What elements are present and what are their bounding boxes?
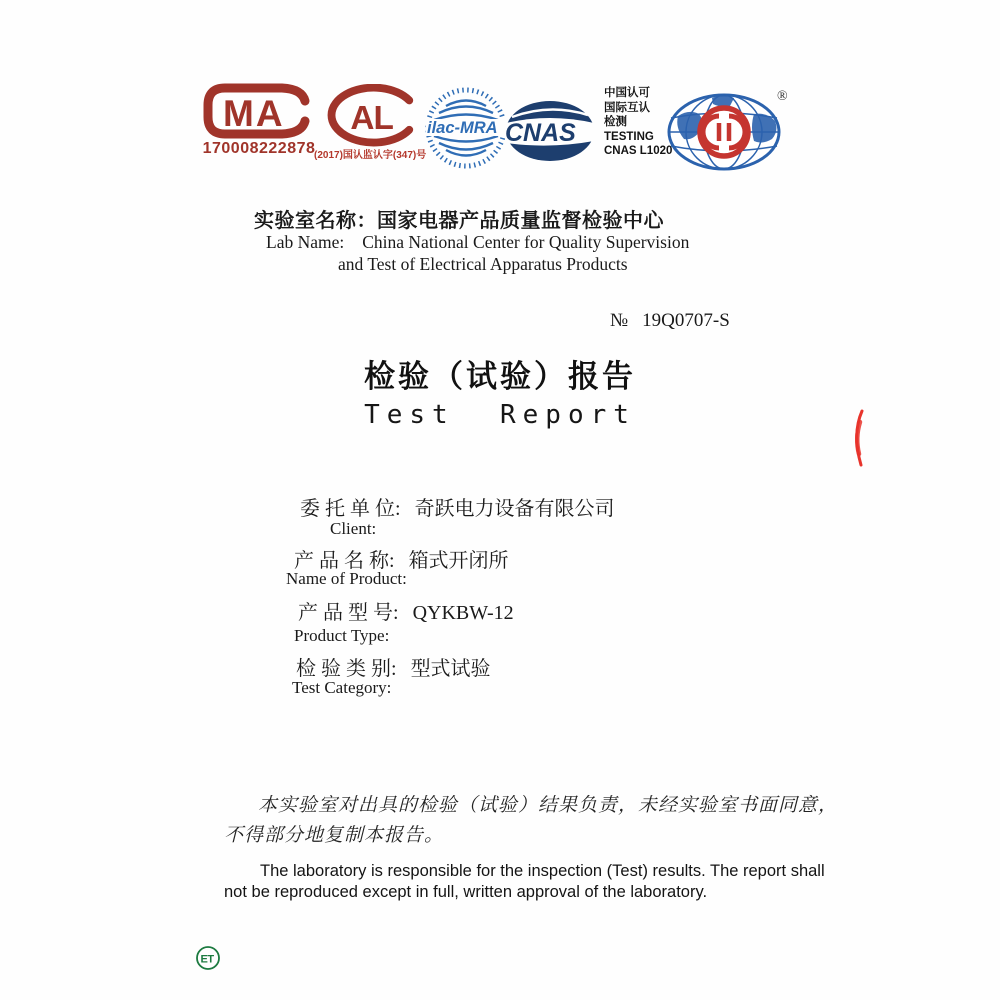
registered-trademark-icon: ® bbox=[777, 89, 788, 104]
field-product-type-value: QYKBW-12 bbox=[412, 602, 514, 624]
field-test-category-value: 型式试验 bbox=[410, 658, 491, 680]
lab-name-en bbox=[266, 232, 689, 253]
cal-caption: (2017)国认监认字(347)号 bbox=[314, 150, 427, 161]
acc-line-3: 检测 bbox=[604, 116, 627, 129]
field-test-category-label-cn: 检 验 类 别: bbox=[296, 658, 397, 680]
field-product-name-label-en: Name of Product: bbox=[286, 569, 407, 588]
cnas-label: CNAS bbox=[505, 119, 576, 147]
lab-name-cn: 实验室名称：国家电器产品质量监督检验中心 bbox=[254, 210, 664, 232]
field-client-label-en: Client: bbox=[330, 519, 377, 538]
acc-line-2: 国际互认 bbox=[604, 101, 650, 114]
et-label: ET bbox=[200, 953, 214, 966]
cnas-logo-icon bbox=[504, 99, 596, 168]
statement-en-line2: not be reproduced except in full, written approval of the laboratory. bbox=[224, 883, 708, 901]
field-product-type-label-en: Product Type: bbox=[294, 626, 390, 645]
statement-cn-line1: 本实验室对出具的检验（试验）结果负责，未经实验室书面同意， bbox=[258, 795, 839, 816]
field-client-label-cn: 委 托 单 位: bbox=[300, 498, 401, 520]
cma-logo-icon bbox=[198, 80, 316, 147]
red-ink-mark bbox=[848, 408, 872, 473]
report-number-value: 19Q0707-S bbox=[642, 310, 730, 331]
acc-line-5: CNAS L1020 bbox=[604, 145, 673, 158]
ilac-label: ilac-MRA bbox=[427, 119, 498, 137]
cma-letters: MA bbox=[223, 93, 285, 134]
acc-line-4: TESTING bbox=[604, 130, 654, 143]
acc-line-1: 中国认可 bbox=[604, 87, 650, 99]
field-product-name-value: 箱式开闭所 bbox=[408, 550, 509, 572]
field-client bbox=[300, 492, 615, 521]
numero-sign: № bbox=[610, 310, 629, 331]
report-number bbox=[610, 310, 730, 332]
cal-letters: AL bbox=[350, 99, 393, 137]
field-product-type bbox=[298, 596, 514, 625]
report-title-en: Test Report bbox=[364, 400, 636, 430]
field-test-category bbox=[296, 652, 491, 681]
cma-certificate-number: 170008222878 bbox=[202, 140, 316, 157]
field-product-name-label-cn: 产 品 名 称: bbox=[294, 550, 395, 572]
lab-name-en-label: Lab Name: bbox=[266, 232, 345, 252]
lab-name-en-line2: and Test of Electrical Apparatus Products bbox=[338, 254, 628, 274]
lab-name-en-line1: China National Center for Quality Supervision bbox=[362, 232, 690, 252]
field-client-value: 奇跃电力设备有限公司 bbox=[414, 498, 615, 520]
statement-en-line1: The laboratory is responsible for the inspection (Test) results. The report shall bbox=[260, 862, 825, 880]
field-test-category-label-en: Test Category: bbox=[292, 678, 392, 697]
statement-cn-line2: 不得部分地复制本报告。 bbox=[224, 825, 445, 846]
ilac-mra-logo-icon bbox=[424, 86, 508, 175]
accreditation-text bbox=[604, 86, 672, 159]
et-stamp-icon bbox=[194, 944, 222, 977]
report-title-cn: 检验（试验）报告 bbox=[364, 359, 636, 394]
globe-certification-logo-icon bbox=[666, 84, 792, 177]
field-product-type-label-cn: 产 品 型 号: bbox=[298, 602, 399, 624]
